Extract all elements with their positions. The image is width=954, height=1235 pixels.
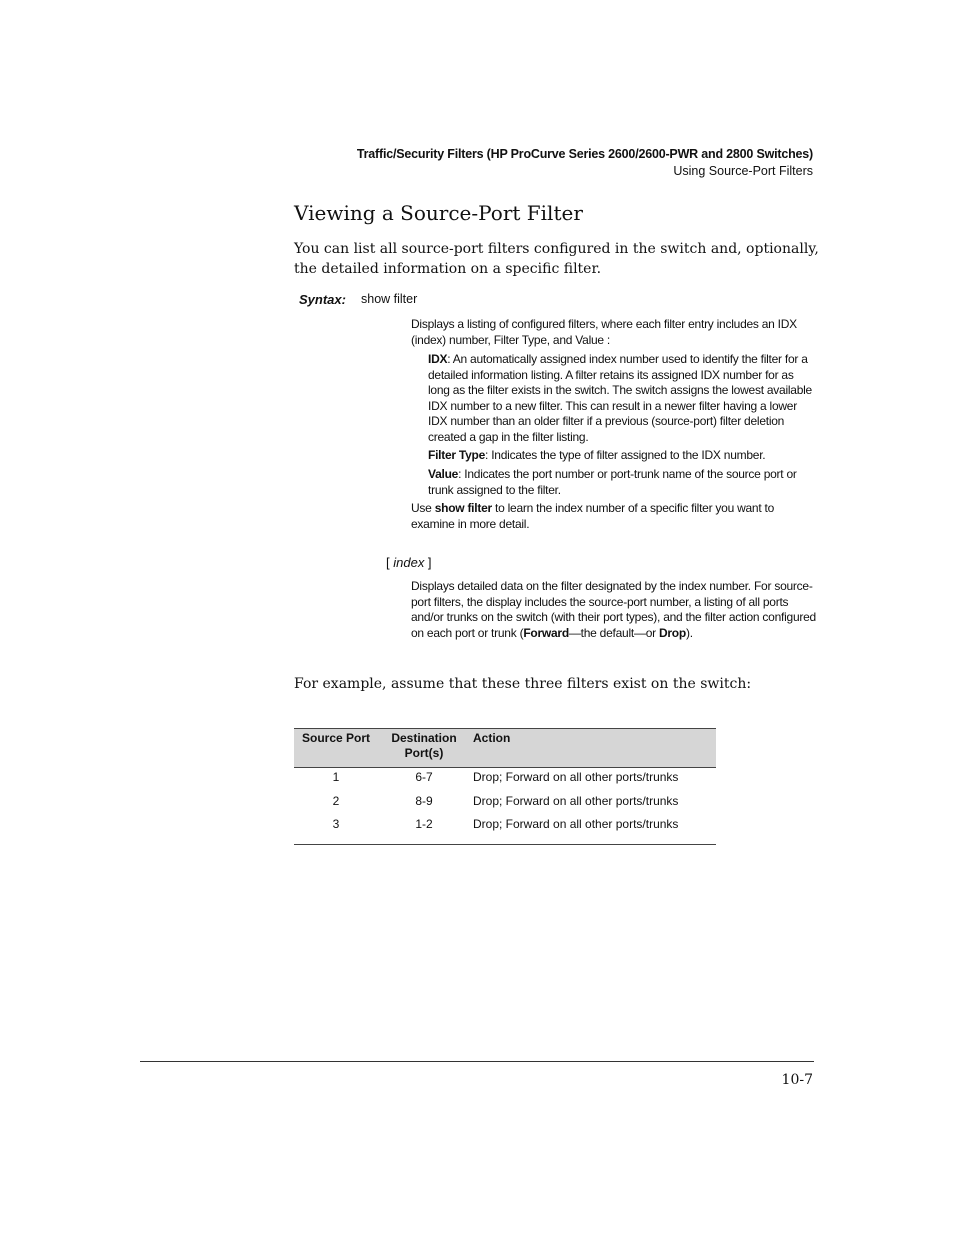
- value-term: Value: [428, 467, 459, 481]
- syntax-command: show filter: [361, 292, 418, 306]
- header-destination-line2: Port(s): [404, 745, 444, 760]
- example-sentence: For example, assume that these three filters exist on the switch:: [294, 676, 752, 692]
- index-parameter-label: [386, 555, 432, 570]
- index-parameter-name: index: [393, 555, 425, 570]
- table-bottom-rule: [294, 839, 716, 845]
- header-source-port: Source Port: [302, 731, 371, 745]
- value-text: : Indicates the port number or port-trunk name of the source port or trunk assigned to the filter.: [428, 467, 797, 497]
- use-suffix: to learn the index number of a specific filter you want to examine in more detail.: [411, 501, 775, 531]
- filter-type-definition: [428, 448, 816, 464]
- value-definition: [428, 467, 816, 498]
- syntax-label: Syntax:: [299, 292, 346, 307]
- table-row: [294, 815, 716, 839]
- drop-term: Drop: [658, 625, 686, 640]
- table-header: [294, 728, 716, 768]
- index-desc-mid: —the default—or: [568, 625, 659, 640]
- idx-text: : An automatically assigned index number used to identify the filter for a detailed information listing. A filter retains its assigned IDX number for as long as the filter exists in the switch. The switch assigns the lowest available IDX number to a new filter. This can result in a newer filter having a lower IDX number than an older filter if a previous (source-port) filter deletion created a gap in the filter listing.: [428, 352, 812, 444]
- page-number: 10-7: [781, 1072, 813, 1088]
- header-action: Action: [473, 731, 511, 745]
- cell-action: Drop; Forward on all other ports/trunks: [473, 793, 679, 808]
- header-destination-ports: [386, 731, 462, 760]
- use-command: show filter: [434, 501, 492, 515]
- running-header-title: Traffic/Security Filters (HP ProCurve Series 2600/2600-PWR and 2800 Switches): [356, 147, 813, 161]
- index-description: [411, 579, 816, 641]
- filter-type-term: Filter Type: [428, 448, 486, 462]
- footer-rule: [140, 1061, 814, 1062]
- index-desc-end: ).: [685, 625, 693, 640]
- intro-paragraph: You can list all source-port filters configured in the switch and, optionally, the detailed information on a specific filter.: [294, 241, 819, 277]
- cell-source-port: 3: [332, 817, 340, 831]
- table-row: [294, 768, 716, 792]
- cell-action: Drop; Forward on all other ports/trunks: [473, 770, 679, 784]
- index-open-bracket: [: [386, 555, 394, 570]
- use-prefix: Use: [411, 501, 435, 515]
- cell-action: Drop; Forward on all other ports/trunks: [473, 817, 679, 831]
- header-destination-line1: Destination: [391, 731, 457, 745]
- idx-definition: [428, 352, 816, 446]
- filters-table: [294, 728, 716, 845]
- cell-destination-ports: 6-7: [415, 770, 433, 784]
- running-header-subtitle: Using Source-Port Filters: [673, 164, 813, 178]
- cell-source-port: 1: [332, 770, 340, 784]
- table-row: [294, 792, 716, 816]
- index-close-bracket: ]: [424, 555, 432, 570]
- use-note: [411, 501, 816, 532]
- syntax-description: Displays a listing of configured filters, where each filter entry includes an IDX (index) number, Filter Type, and Value :: [411, 317, 797, 347]
- index-desc-text: Displays detailed data on the filter designated by the index number. For source-port filters, the display includes the source-port number, a listing of all ports and/or trunks on the switch (with their port types), and the filter action configured on each port or trunk (: [411, 579, 816, 640]
- idx-term: IDX: [428, 352, 448, 366]
- section-heading: Viewing a Source-Port Filter: [294, 201, 583, 225]
- cell-source-port: 2: [332, 793, 340, 808]
- filter-type-text: : Indicates the type of filter assigned to the IDX number.: [485, 448, 766, 462]
- cell-destination-ports: 8-9: [415, 793, 433, 808]
- cell-destination-ports: 1-2: [415, 817, 433, 831]
- forward-term: Forward: [523, 625, 569, 640]
